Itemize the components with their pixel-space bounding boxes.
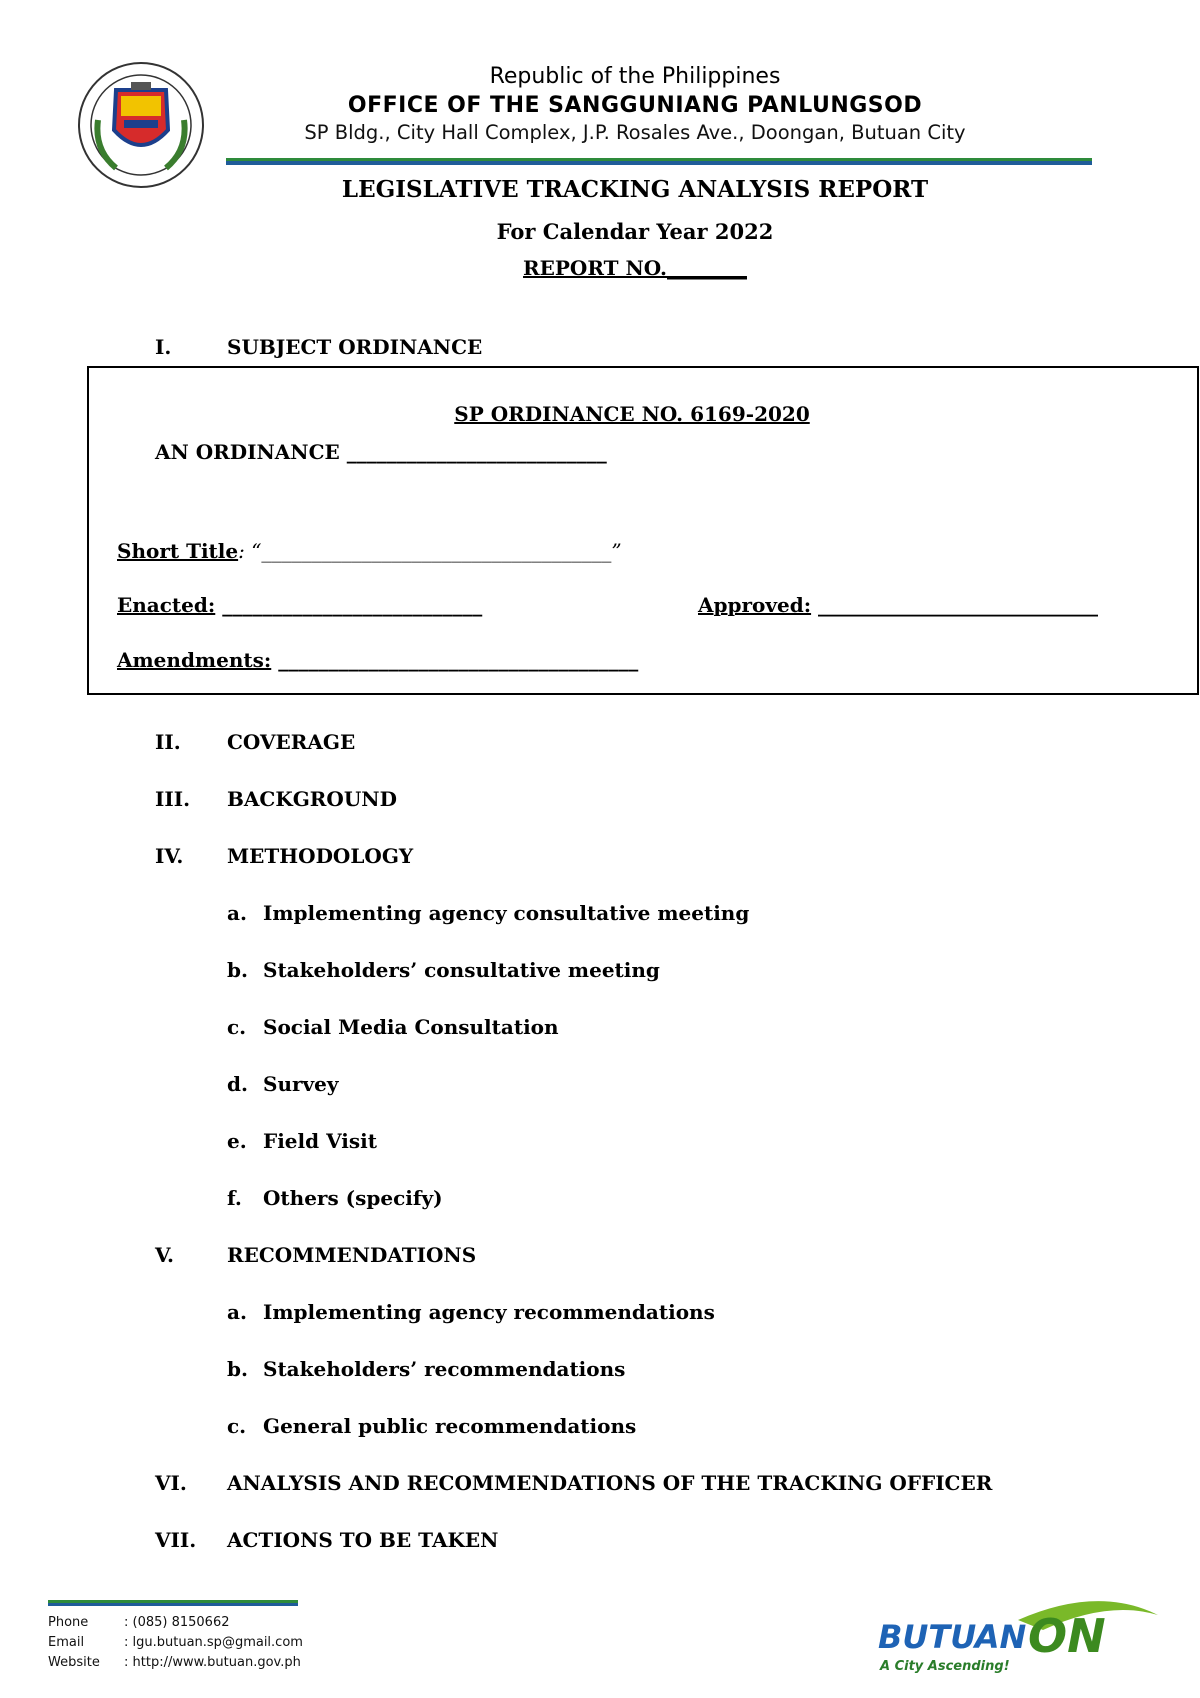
recommendation-item: General public recommendations	[263, 1414, 637, 1438]
section-4-number: IV.	[155, 844, 184, 868]
footer-website-label: Website	[48, 1655, 100, 1670]
section-7-heading: ACTIONS TO BE TAKEN	[227, 1528, 499, 1552]
approved-label: Approved:	[698, 593, 812, 617]
ordinance-number: SP ORDINANCE NO. 6169-2020	[454, 402, 810, 426]
approved-field	[698, 593, 1098, 617]
approved-value: ____________________________	[811, 593, 1099, 617]
methodology-item-letter: e.	[227, 1129, 247, 1153]
methodology-item-letter: c.	[227, 1015, 247, 1039]
recommendation-item-letter: c.	[227, 1414, 247, 1438]
amendments-value: ____________________________________	[271, 648, 639, 672]
methodology-item: Field Visit	[263, 1129, 377, 1153]
methodology-item: Stakeholders’ consultative meeting	[263, 958, 660, 982]
logo-main-text: BUTUAN	[878, 1618, 1027, 1656]
butuan-on-logo	[868, 1590, 1168, 1680]
recommendation-item-letter: b.	[227, 1357, 248, 1381]
methodology-item-letter: f.	[227, 1186, 242, 1210]
methodology-item-letter: a.	[227, 901, 247, 925]
an-ordinance-line: AN ORDINANCE __________________________	[155, 440, 607, 464]
logo-on-text: ON	[1028, 1609, 1106, 1663]
methodology-item-letter: b.	[227, 958, 248, 982]
header-address: SP Bldg., City Hall Complex, J.P. Rosales Ave., Doongan, Butuan City	[304, 121, 966, 144]
methodology-item: Implementing agency consultative meeting	[263, 901, 750, 925]
enacted-label: Enacted:	[117, 593, 216, 617]
section-3-heading: BACKGROUND	[227, 787, 397, 811]
methodology-item-letter: d.	[227, 1072, 248, 1096]
short-title-value: : “___________________________________”	[238, 539, 622, 563]
enacted-value: __________________________	[215, 593, 483, 617]
methodology-item: Social Media Consultation	[263, 1015, 559, 1039]
amendments-label: Amendments:	[117, 648, 272, 672]
footer-rule-blue	[48, 1603, 298, 1606]
report-number: REPORT NO.________	[523, 256, 747, 280]
section-3-number: III.	[155, 787, 191, 811]
section-4-heading: METHODOLOGY	[227, 844, 414, 868]
section-7-number: VII.	[155, 1528, 197, 1552]
footer-email-label: Email	[48, 1635, 85, 1650]
section-5-heading: RECOMMENDATIONS	[227, 1243, 477, 1267]
header-office-name: OFFICE OF THE SANGGUNIANG PANLUNGSOD	[347, 93, 923, 118]
header-rule-blue	[226, 161, 1092, 165]
footer-phone-label: Phone	[48, 1615, 89, 1630]
section-1-number: I.	[155, 335, 172, 359]
section-2-heading: COVERAGE	[227, 730, 356, 754]
logo-tagline: A City Ascending!	[880, 1659, 1010, 1674]
recommendation-item: Stakeholders’ recommendations	[263, 1357, 626, 1381]
footer-email-value: : lgu.butuan.sp@gmail.com	[124, 1635, 303, 1650]
amendments-field	[117, 648, 638, 672]
enacted-field	[117, 593, 482, 617]
header-republic: Republic of the Philippines	[489, 64, 781, 89]
short-title-field	[117, 539, 622, 563]
document-title: LEGISLATIVE TRACKING ANALYSIS REPORT	[341, 176, 929, 203]
document-subtitle: For Calendar Year 2022	[496, 219, 774, 244]
recommendation-item-letter: a.	[227, 1300, 247, 1324]
section-5-number: V.	[155, 1243, 174, 1267]
section-6-heading: ANALYSIS AND RECOMMENDATIONS OF THE TRACKING OFFICER	[227, 1471, 993, 1495]
footer-phone-value: : (085) 8150662	[124, 1615, 230, 1630]
section-1-heading: SUBJECT ORDINANCE	[227, 335, 483, 359]
methodology-item: Survey	[263, 1072, 339, 1096]
methodology-item: Others (specify)	[263, 1186, 443, 1210]
footer-website-value: : http://www.butuan.gov.ph	[124, 1655, 301, 1670]
section-2-number: II.	[155, 730, 181, 754]
short-title-label: Short Title	[117, 539, 239, 563]
section-6-number: VI.	[155, 1471, 187, 1495]
recommendation-item: Implementing agency recommendations	[263, 1300, 715, 1324]
